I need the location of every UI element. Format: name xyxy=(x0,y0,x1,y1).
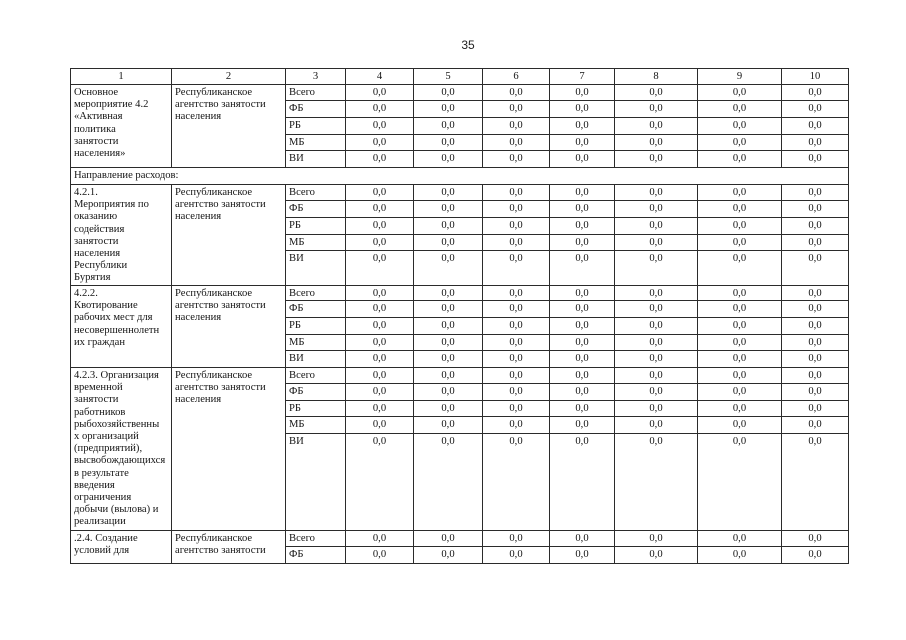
value-cell: 0,0 xyxy=(483,201,550,218)
funding-source-cell: ВИ xyxy=(286,434,346,531)
value-cell: 0,0 xyxy=(346,417,414,434)
agency-line: Республиканское xyxy=(175,187,253,198)
agency-line: агентство занятости xyxy=(175,300,266,312)
value-cell: 0,0 xyxy=(483,235,550,251)
funding-source-cell: ФБ xyxy=(286,547,346,564)
value-cell: 0,0 xyxy=(346,218,414,235)
activity-line: введения xyxy=(74,479,115,491)
value-cell: 0,0 xyxy=(698,201,782,218)
funding-source-cell: МБ xyxy=(286,335,346,351)
value-cell: 0,0 xyxy=(483,531,550,547)
value-cell: 0,0 xyxy=(346,401,414,417)
value-cell: 0,0 xyxy=(550,368,615,384)
value-cell: 0,0 xyxy=(782,301,849,318)
value-cell: 0,0 xyxy=(615,251,698,286)
value-cell: 0,0 xyxy=(414,101,483,118)
value-cell: 0,0 xyxy=(615,85,698,101)
value-cell: 0,0 xyxy=(550,531,615,547)
funding-source-cell: ВИ xyxy=(286,151,346,168)
activity-line: ограничения xyxy=(74,492,132,504)
value-cell: 0,0 xyxy=(550,384,615,401)
value-cell: 0,0 xyxy=(346,368,414,384)
value-cell: 0,0 xyxy=(698,135,782,151)
value-cell: 0,0 xyxy=(782,201,849,218)
value-cell: 0,0 xyxy=(550,351,615,368)
value-cell: 0,0 xyxy=(698,151,782,168)
value-cell: 0,0 xyxy=(550,135,615,151)
activity-line: их граждан xyxy=(74,336,126,348)
value-cell: 0,0 xyxy=(483,351,550,368)
activity-line: населения xyxy=(74,248,121,260)
page-number: 35 xyxy=(461,38,475,52)
funding-source-cell: ФБ xyxy=(286,301,346,318)
activity-line: Квотирование xyxy=(74,300,138,312)
column-number-9: 9 xyxy=(698,69,782,85)
value-cell: 0,0 xyxy=(698,335,782,351)
value-cell: 0,0 xyxy=(483,434,550,531)
value-cell: 0,0 xyxy=(414,301,483,318)
value-cell: 0,0 xyxy=(483,135,550,151)
activity-line: Мероприятия по xyxy=(74,199,149,211)
funding-source-cell: ВИ xyxy=(286,351,346,368)
agency-line: Республиканское xyxy=(175,87,253,98)
activity-line: 4.2.2. xyxy=(74,288,98,299)
value-cell: 0,0 xyxy=(483,301,550,318)
value-cell: 0,0 xyxy=(483,118,550,135)
funding-source-cell: ВИ xyxy=(286,251,346,286)
funding-source-cell: МБ xyxy=(286,135,346,151)
value-cell: 0,0 xyxy=(615,118,698,135)
value-cell: 0,0 xyxy=(414,118,483,135)
value-cell: 0,0 xyxy=(615,185,698,201)
value-cell: 0,0 xyxy=(483,384,550,401)
funding-source-cell: РБ xyxy=(286,318,346,335)
activity-line: занятости xyxy=(74,235,119,247)
value-cell: 0,0 xyxy=(414,335,483,351)
value-cell: 0,0 xyxy=(550,286,615,301)
activity-line: Бурятия xyxy=(74,272,111,284)
agency-line: агентство занятости xyxy=(175,99,266,111)
value-cell: 0,0 xyxy=(698,301,782,318)
value-cell: 0,0 xyxy=(414,401,483,417)
value-cell: 0,0 xyxy=(550,118,615,135)
column-number-5: 5 xyxy=(414,69,483,85)
activity-line: занятости xyxy=(74,135,119,147)
agency-line: Республиканское xyxy=(175,533,253,544)
value-cell: 0,0 xyxy=(550,218,615,235)
value-cell: 0,0 xyxy=(615,218,698,235)
activity-line: реализации xyxy=(74,516,126,528)
activity-line: «Активная xyxy=(74,111,123,123)
value-cell: 0,0 xyxy=(782,401,849,417)
value-cell: 0,0 xyxy=(782,351,849,368)
value-cell: 0,0 xyxy=(414,351,483,368)
agency-cell xyxy=(172,368,286,531)
value-cell: 0,0 xyxy=(414,417,483,434)
value-cell: 0,0 xyxy=(782,335,849,351)
activity-line: в результате xyxy=(74,467,129,479)
value-cell: 0,0 xyxy=(483,335,550,351)
value-cell: 0,0 xyxy=(483,417,550,434)
value-cell: 0,0 xyxy=(615,384,698,401)
activity-cell xyxy=(71,185,172,286)
value-cell: 0,0 xyxy=(615,434,698,531)
value-cell: 0,0 xyxy=(346,201,414,218)
value-cell: 0,0 xyxy=(550,318,615,335)
value-cell: 0,0 xyxy=(615,201,698,218)
value-cell: 0,0 xyxy=(414,286,483,301)
value-cell: 0,0 xyxy=(550,434,615,531)
value-cell: 0,0 xyxy=(782,185,849,201)
activity-line: населения» xyxy=(74,148,126,160)
agency-line: Республиканское xyxy=(175,370,253,381)
value-cell: 0,0 xyxy=(698,531,782,547)
value-cell: 0,0 xyxy=(550,251,615,286)
value-cell: 0,0 xyxy=(782,368,849,384)
activity-line: рыбохозяйственны xyxy=(74,418,160,430)
column-number-10: 10 xyxy=(782,69,849,85)
value-cell: 0,0 xyxy=(698,235,782,251)
column-number-6: 6 xyxy=(483,69,550,85)
value-cell: 0,0 xyxy=(483,318,550,335)
value-cell: 0,0 xyxy=(550,235,615,251)
value-cell: 0,0 xyxy=(414,218,483,235)
agency-line: агентство занятости xyxy=(175,382,266,394)
value-cell: 0,0 xyxy=(414,368,483,384)
value-cell: 0,0 xyxy=(698,351,782,368)
funding-source-cell: МБ xyxy=(286,235,346,251)
activity-line: х организаций xyxy=(74,431,139,443)
activity-line: политика xyxy=(74,123,116,135)
value-cell: 0,0 xyxy=(483,251,550,286)
value-cell: 0,0 xyxy=(782,417,849,434)
value-cell: 0,0 xyxy=(346,101,414,118)
value-cell: 0,0 xyxy=(346,251,414,286)
value-cell: 0,0 xyxy=(414,85,483,101)
value-cell: 0,0 xyxy=(346,286,414,301)
agency-cell xyxy=(172,286,286,368)
value-cell: 0,0 xyxy=(483,101,550,118)
value-cell: 0,0 xyxy=(698,368,782,384)
value-cell: 0,0 xyxy=(346,185,414,201)
value-cell: 0,0 xyxy=(615,335,698,351)
value-cell: 0,0 xyxy=(782,135,849,151)
value-cell: 0,0 xyxy=(782,151,849,168)
value-cell: 0,0 xyxy=(346,85,414,101)
activity-line: мероприятие 4.2 xyxy=(74,99,149,111)
value-cell: 0,0 xyxy=(782,218,849,235)
value-cell: 0,0 xyxy=(550,151,615,168)
value-cell: 0,0 xyxy=(414,235,483,251)
funding-source-cell: Всего xyxy=(286,286,346,301)
value-cell: 0,0 xyxy=(483,286,550,301)
value-cell: 0,0 xyxy=(782,384,849,401)
value-cell: 0,0 xyxy=(782,235,849,251)
column-number-3: 3 xyxy=(286,69,346,85)
value-cell: 0,0 xyxy=(782,531,849,547)
activity-line: 4.2.1. xyxy=(74,187,98,198)
value-cell: 0,0 xyxy=(346,135,414,151)
value-cell: 0,0 xyxy=(550,85,615,101)
value-cell: 0,0 xyxy=(615,351,698,368)
value-cell: 0,0 xyxy=(615,101,698,118)
value-cell: 0,0 xyxy=(550,185,615,201)
value-cell: 0,0 xyxy=(346,235,414,251)
expense-direction-row: Направление расходов: xyxy=(71,168,849,185)
activity-cell xyxy=(71,368,172,531)
column-number-1: 1 xyxy=(71,69,172,85)
value-cell: 0,0 xyxy=(698,218,782,235)
activity-line: добычи (вылова) и xyxy=(74,504,159,516)
value-cell: 0,0 xyxy=(698,547,782,564)
activity-line: условий для xyxy=(74,545,130,557)
activity-line: временной xyxy=(74,382,123,394)
funding-source-cell: Всего xyxy=(286,185,346,201)
value-cell: 0,0 xyxy=(615,286,698,301)
activity-line: Основное xyxy=(74,87,119,98)
value-cell: 0,0 xyxy=(346,531,414,547)
value-cell: 0,0 xyxy=(414,151,483,168)
funding-source-cell: Всего xyxy=(286,85,346,101)
value-cell: 0,0 xyxy=(346,384,414,401)
value-cell: 0,0 xyxy=(615,235,698,251)
value-cell: 0,0 xyxy=(698,286,782,301)
value-cell: 0,0 xyxy=(698,85,782,101)
value-cell: 0,0 xyxy=(698,417,782,434)
value-cell: 0,0 xyxy=(483,151,550,168)
value-cell: 0,0 xyxy=(483,85,550,101)
value-cell: 0,0 xyxy=(782,118,849,135)
funding-source-cell: Всего xyxy=(286,531,346,547)
activity-cell xyxy=(71,531,172,564)
value-cell: 0,0 xyxy=(483,185,550,201)
value-cell: 0,0 xyxy=(782,318,849,335)
value-cell: 0,0 xyxy=(782,85,849,101)
value-cell: 0,0 xyxy=(346,335,414,351)
value-cell: 0,0 xyxy=(483,547,550,564)
value-cell: 0,0 xyxy=(346,434,414,531)
agency-cell xyxy=(172,185,286,286)
value-cell: 0,0 xyxy=(414,384,483,401)
funding-source-cell: РБ xyxy=(286,118,346,135)
agency-cell xyxy=(172,531,286,564)
activity-line: занятости xyxy=(74,394,119,406)
value-cell: 0,0 xyxy=(483,368,550,384)
value-cell: 0,0 xyxy=(698,384,782,401)
activity-line: оказанию xyxy=(74,211,118,223)
value-cell: 0,0 xyxy=(782,101,849,118)
value-cell: 0,0 xyxy=(550,401,615,417)
value-cell: 0,0 xyxy=(414,318,483,335)
funding-source-cell: РБ xyxy=(286,218,346,235)
column-number-8: 8 xyxy=(615,69,698,85)
activity-line: (предприятий), xyxy=(74,443,143,455)
value-cell: 0,0 xyxy=(550,301,615,318)
value-cell: 0,0 xyxy=(346,351,414,368)
value-cell: 0,0 xyxy=(615,531,698,547)
value-cell: 0,0 xyxy=(346,547,414,564)
value-cell: 0,0 xyxy=(550,101,615,118)
agency-line: населения xyxy=(175,111,222,123)
value-cell: 0,0 xyxy=(346,118,414,135)
funding-source-cell: ФБ xyxy=(286,201,346,218)
agency-line: Республиканское xyxy=(175,288,253,299)
agency-line: агентство занятости xyxy=(175,199,266,211)
funding-source-cell: ФБ xyxy=(286,384,346,401)
value-cell: 0,0 xyxy=(414,547,483,564)
value-cell: 0,0 xyxy=(615,301,698,318)
agency-line: населения xyxy=(175,312,222,324)
funding-source-cell: РБ xyxy=(286,401,346,417)
agency-line: населения xyxy=(175,394,222,406)
value-cell: 0,0 xyxy=(615,547,698,564)
activity-line: .2.4. Создание xyxy=(74,533,138,544)
funding-source-cell: МБ xyxy=(286,417,346,434)
value-cell: 0,0 xyxy=(698,318,782,335)
activity-cell xyxy=(71,286,172,368)
value-cell: 0,0 xyxy=(782,434,849,531)
value-cell: 0,0 xyxy=(615,401,698,417)
value-cell: 0,0 xyxy=(550,201,615,218)
agency-line: населения xyxy=(175,211,222,223)
budget-table xyxy=(70,68,849,564)
value-cell: 0,0 xyxy=(550,547,615,564)
value-cell: 0,0 xyxy=(550,417,615,434)
value-cell: 0,0 xyxy=(346,318,414,335)
activity-line: высвобождающихся xyxy=(74,455,166,467)
value-cell: 0,0 xyxy=(414,251,483,286)
activity-line: Республики xyxy=(74,260,128,272)
column-number-7: 7 xyxy=(550,69,615,85)
agency-cell xyxy=(172,85,286,168)
value-cell: 0,0 xyxy=(615,318,698,335)
agency-line: агентство занятости xyxy=(175,545,266,557)
activity-line: содействия xyxy=(74,223,125,235)
activity-line: 4.2.3. Организация xyxy=(74,370,159,381)
value-cell: 0,0 xyxy=(414,185,483,201)
value-cell: 0,0 xyxy=(698,101,782,118)
value-cell: 0,0 xyxy=(414,201,483,218)
value-cell: 0,0 xyxy=(483,401,550,417)
value-cell: 0,0 xyxy=(698,118,782,135)
value-cell: 0,0 xyxy=(782,286,849,301)
value-cell: 0,0 xyxy=(483,218,550,235)
value-cell: 0,0 xyxy=(698,434,782,531)
activity-line: рабочих мест для xyxy=(74,312,153,324)
activity-line: несовершеннолетн xyxy=(74,324,160,336)
value-cell: 0,0 xyxy=(346,151,414,168)
value-cell: 0,0 xyxy=(698,401,782,417)
value-cell: 0,0 xyxy=(698,185,782,201)
funding-source-cell: ФБ xyxy=(286,101,346,118)
value-cell: 0,0 xyxy=(414,531,483,547)
column-number-2: 2 xyxy=(172,69,286,85)
column-number-4: 4 xyxy=(346,69,414,85)
value-cell: 0,0 xyxy=(414,434,483,531)
value-cell: 0,0 xyxy=(698,251,782,286)
value-cell: 0,0 xyxy=(782,251,849,286)
value-cell: 0,0 xyxy=(615,151,698,168)
activity-cell xyxy=(71,85,172,168)
value-cell: 0,0 xyxy=(615,368,698,384)
funding-source-cell: Всего xyxy=(286,368,346,384)
value-cell: 0,0 xyxy=(414,135,483,151)
value-cell: 0,0 xyxy=(615,417,698,434)
value-cell: 0,0 xyxy=(782,547,849,564)
value-cell: 0,0 xyxy=(550,335,615,351)
value-cell: 0,0 xyxy=(346,301,414,318)
activity-line: работников xyxy=(74,406,126,418)
value-cell: 0,0 xyxy=(615,135,698,151)
